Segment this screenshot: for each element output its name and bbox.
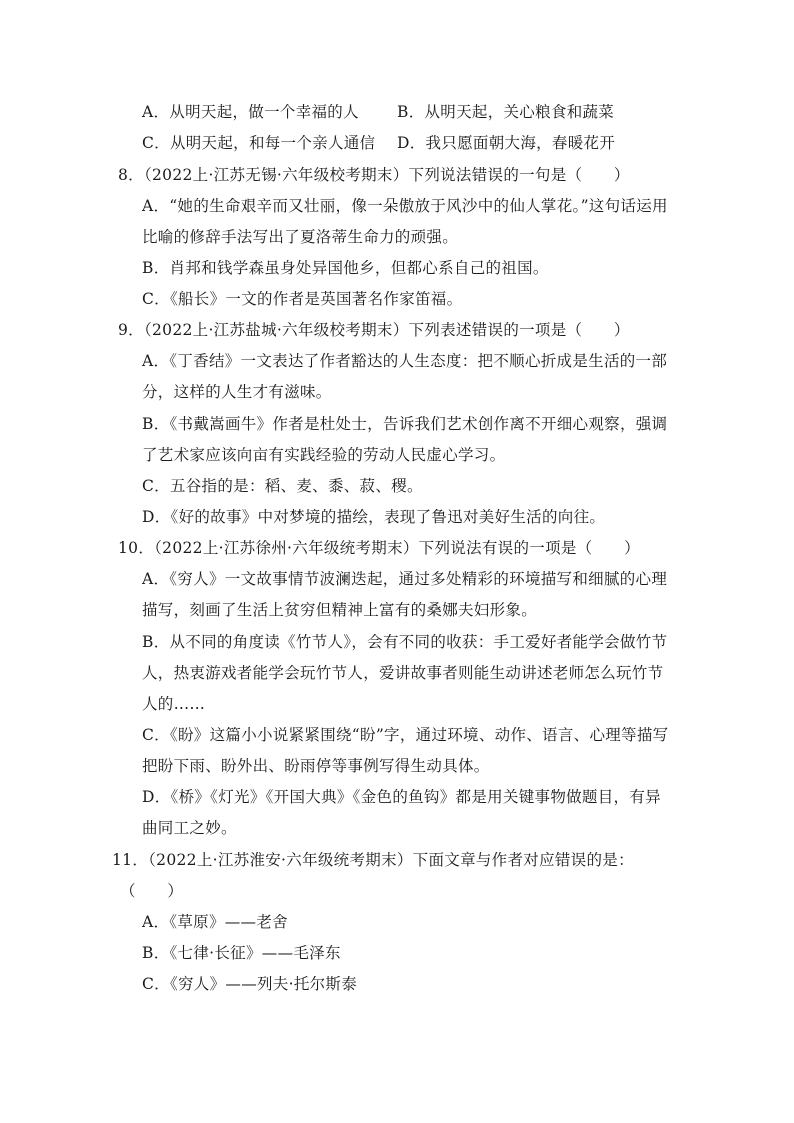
q10-option-c-line2: 把盼下雨、盼外出、盼雨停等事例写得生动具体。: [142, 757, 490, 775]
q9-option-b-line2: 了艺术家应该向亩有实践经验的劳动人民虚心学习。: [142, 446, 506, 464]
q9-option-b-line1: B．《书戴嵩画牛》作者是杜处士，告诉我们艺术创作离不开细心观察，强调: [142, 415, 668, 433]
q11-answer-paren: （ ）: [120, 882, 184, 900]
q8-option-b: B．肖邦和钱学森虽身处异国他乡，但都心系自己的祖国。: [142, 259, 549, 277]
q10-option-d-line2: 曲同工之妙。: [142, 819, 237, 837]
q7-option-d: D．我只愿面朝大海，春暖花开: [397, 134, 616, 152]
q10-option-c-line1: C．《盼》这篇小小说紧紧围绕“盼”字，通过环境、动作、语言、心理等描写: [142, 726, 669, 744]
q9-option-a-line2: 分，这样的人生才有滋味。: [142, 383, 332, 401]
q10-option-a-line1: A．《穷人》一文故事情节波澜迭起，通过多处精彩的环境描写和细腻的心理: [142, 570, 668, 588]
q8-option-a-line1: A．“她的生命艰辛而又壮丽，像一朵傲放于风沙中的仙人掌花。”这句话运用: [142, 197, 668, 215]
q10-option-b-line2: 人，热衷游戏者能学会玩竹节人，爱讲故事者则能生动讲述老师怎么玩竹节: [142, 664, 664, 682]
q10-option-b-line1: B．从不同的角度读《竹节人》，会有不同的收获：手工爱好者能学会做竹节: [142, 633, 668, 651]
q10-option-d-line1: D．《桥》《灯光》《开国大典》《金色的鱼钩》都是用关键事物做题目，有异: [142, 788, 661, 806]
q11-stem: 11．（2022上·江苏淮安·六年级统考期末）下面文章与作者对应错误的是：: [112, 851, 634, 869]
q11-option-a: A．《草原》——老舍: [142, 913, 288, 931]
q11-option-c: C．《穷人》——列夫·托尔斯泰: [142, 975, 358, 993]
q10-stem: 10．（2022上·江苏徐州·六年级统考期末）下列说法有误的一项是（ ）: [118, 539, 640, 557]
q9-stem: 9．（2022上·江苏盐城·六年级校考期末）下列表述错误的一项是（ ）: [118, 321, 630, 339]
q8-option-a-line2: 比喻的修辞手法写出了夏洛蒂生命力的顽强。: [142, 228, 459, 246]
q9-option-d: D．《好的故事》中对梦境的描绘，表现了鲁迅对美好生活的向往。: [142, 508, 606, 526]
q7-option-a: A．从明天起，做一个幸福的人: [142, 103, 359, 121]
q11-option-b: B．《七律·长征》——毛泽东: [142, 944, 341, 962]
q7-option-c: C．从明天起，和每一个亲人通信: [142, 134, 376, 152]
q9-option-a-line1: A．《丁香结》一文表达了作者豁达的人生态度：把不顺心折成是生活的一部: [142, 352, 668, 370]
q9-option-c: C．五谷指的是：稻、麦、黍、菽、稷。: [142, 477, 423, 495]
q8-stem: 8．（2022上·江苏无锡·六年级校考期末）下列说法错误的一句是（ ）: [118, 166, 630, 184]
q7-option-b: B．从明天起，关心粮食和蔬菜: [397, 103, 615, 121]
q8-option-c: C．《船长》一文的作者是英国著名作家笛福。: [142, 290, 463, 308]
q10-option-b-line3: 人的……: [142, 695, 206, 713]
q10-option-a-line2: 描写，刻画了生活上贫穷但精神上富有的桑娜夫妇形象。: [142, 601, 538, 619]
